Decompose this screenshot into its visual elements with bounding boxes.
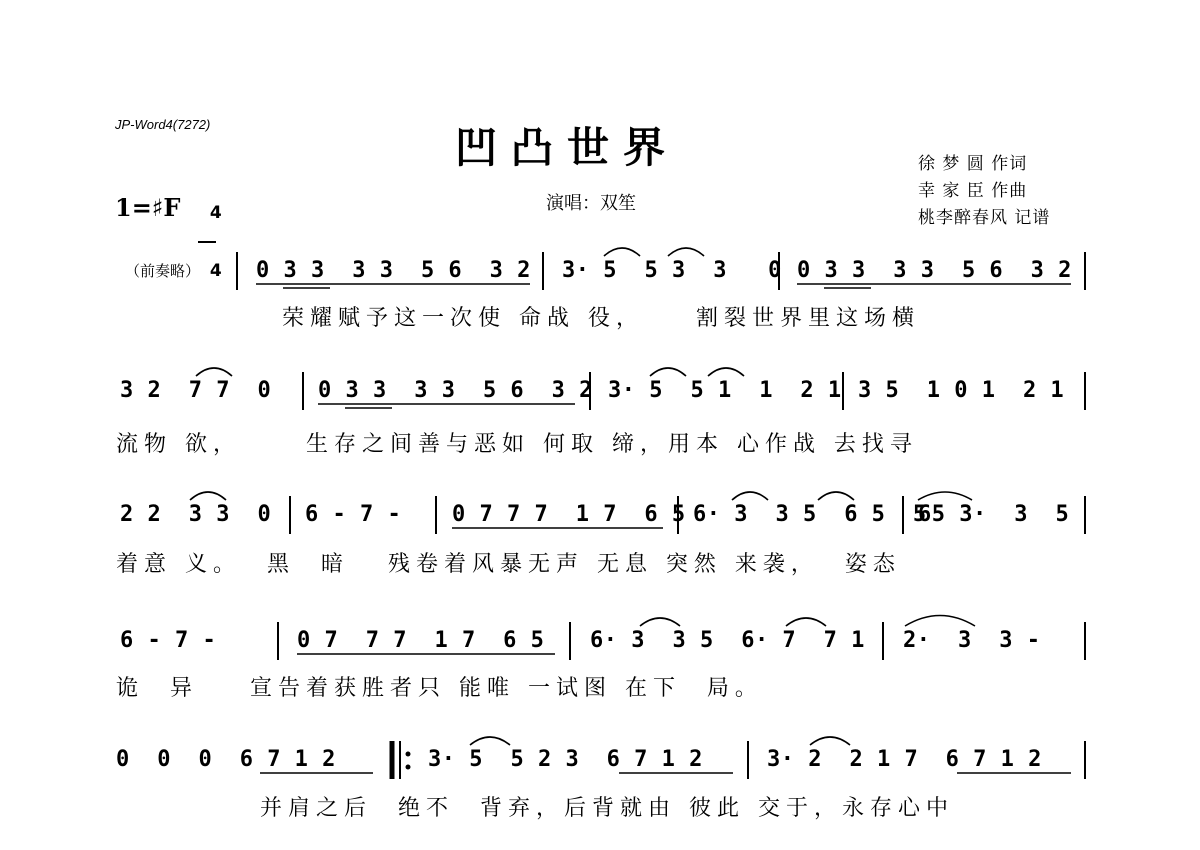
measure: 2· 3 3 - bbox=[903, 628, 1041, 653]
lyric-line: 荣耀赋予这一次使 命战 役， 割裂世界里这场横 bbox=[282, 306, 920, 331]
song-title: 凹凸世界 bbox=[455, 123, 680, 172]
slur bbox=[470, 737, 510, 745]
slur bbox=[786, 618, 826, 626]
lyric-line: 流物 欲， 生存之间善与恶如 何取 缔，用本 心作战 去找寻 bbox=[116, 432, 918, 457]
measure: 3 2 7 7 0 bbox=[120, 378, 272, 403]
key-signature: 1=♯F bbox=[115, 193, 181, 222]
measure: 0 3 3 3 3 5 6 3 2 bbox=[256, 258, 531, 283]
slur bbox=[650, 368, 686, 376]
slur bbox=[732, 492, 768, 500]
measure: 6 - 7 - bbox=[120, 628, 217, 653]
transcriber-credit: 桃李醉春风 记谱 bbox=[918, 208, 1051, 228]
measure: 65 3· 3 5 bbox=[918, 502, 1070, 527]
lyric-line: 诡 异 宣告着获胜者只 能唯 一试图 在下 局。 bbox=[116, 676, 763, 701]
measure: 3· 5 5 3 3 0 bbox=[562, 258, 782, 283]
repeat-dot bbox=[406, 765, 411, 770]
measure: 0 7 7 7 1 7 6 5 bbox=[452, 502, 686, 527]
slur bbox=[810, 737, 850, 745]
measure: 3· 2 2 1 7 6 7 1 2 bbox=[767, 747, 1042, 772]
measure: 0 3 3 3 3 5 6 3 2 bbox=[797, 258, 1072, 283]
measure: 2 2 3 3 0 bbox=[120, 502, 272, 527]
time-signature-top: 4 bbox=[209, 203, 222, 223]
measure: 3· 5 5 2 3 6 7 1 2 bbox=[428, 747, 703, 772]
measure: 6 - 7 - bbox=[305, 502, 402, 527]
lyric-line: 并肩之后 绝不 背弃，后背就由 彼此 交于，永存心中 bbox=[260, 796, 954, 821]
measure: 0 0 0 6 7 1 2 bbox=[116, 747, 336, 772]
slur bbox=[905, 616, 975, 627]
intro-note: （前奏略） bbox=[125, 262, 201, 280]
singer-credit: 演唱：双笙 bbox=[546, 193, 636, 214]
measure: 6· 3 3 5 6 5 5 bbox=[693, 502, 927, 527]
slur bbox=[604, 248, 640, 256]
slur bbox=[918, 492, 972, 500]
slur bbox=[190, 492, 226, 500]
time-signature-bottom: 4 bbox=[209, 261, 222, 281]
measure: 3 5 1 0 1 2 1 bbox=[858, 378, 1065, 403]
lyric-line: 着意 义。 黑 暗 残卷着风暴无声 无息 突然 来袭， 姿态 bbox=[116, 552, 901, 577]
repeat-dots bbox=[406, 752, 411, 770]
measure: 0 3 3 3 3 5 6 3 2 bbox=[318, 378, 593, 403]
bar-lines bbox=[237, 252, 1085, 779]
slur bbox=[640, 618, 680, 626]
slur bbox=[818, 492, 854, 500]
slur bbox=[708, 368, 744, 376]
measure: 6· 3 3 5 6· 7 7 1 bbox=[590, 628, 865, 653]
beam-lines bbox=[256, 284, 1071, 773]
software-label: JP-Word4(7272) bbox=[115, 117, 211, 132]
slurs bbox=[190, 248, 975, 745]
slur bbox=[668, 248, 704, 256]
slur bbox=[196, 368, 232, 376]
lyricist-credit: 徐 梦 圆 作词 bbox=[918, 154, 1028, 174]
repeat-dot bbox=[406, 752, 411, 757]
measure: 3· 5 5 1 1 2 1 bbox=[608, 378, 842, 403]
measure: 0 7 7 7 1 7 6 5 bbox=[297, 628, 545, 653]
composer-credit: 幸 家 臣 作曲 bbox=[918, 181, 1028, 201]
